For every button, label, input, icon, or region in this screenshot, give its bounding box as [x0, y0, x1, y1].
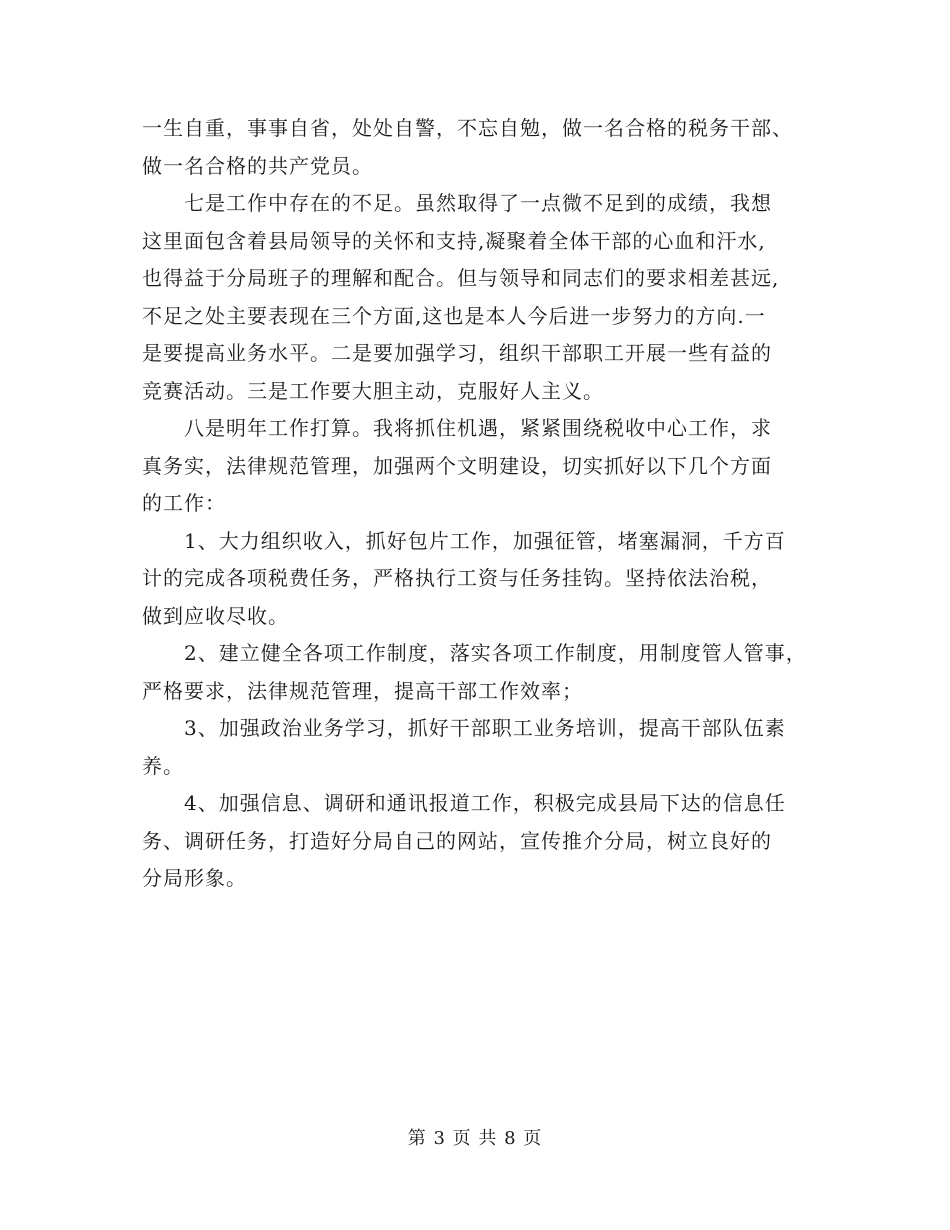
paragraph	[142, 785, 822, 898]
paragraph-line: 做一名合格的共产党员。	[142, 153, 373, 178]
paragraph-line: 做到应收尽收。	[142, 603, 289, 628]
paragraph-line: 竞赛活动。三是工作要大胆主动，克服好人主义。	[142, 378, 604, 403]
paragraph	[142, 523, 822, 636]
page-footer: 第 3 页 共 8 页	[407, 1128, 543, 1149]
paragraph-line: 务、调研任务，打造好分局自己的网站，宣传推介分局，树立良好的	[142, 828, 772, 853]
paragraph	[142, 710, 822, 785]
paragraph-line: 八是明年工作打算。我将抓住机遇，紧紧围绕税收中心工作，求	[184, 416, 772, 440]
paragraph-line: 3、加强政治业务学习，抓好干部职工业务培训，提高干部队伍素	[184, 716, 786, 740]
document-body	[142, 110, 822, 898]
paragraph-line: 2、建立健全各项工作制度，落实各项工作制度，用制度管人管事，	[184, 641, 807, 665]
paragraph-line: 是要提高业务水平。二是要加强学习，组织干部职工开展一些有益的	[142, 341, 772, 365]
paragraph-line: 的工作：	[142, 491, 226, 515]
paragraph-line: 严格要求，法律规范管理，提高干部工作效率；	[142, 678, 583, 703]
paragraph-line: 这里面包含着县局领导的关怀和支持,凝聚着全体干部的心血和汗水,	[142, 228, 766, 253]
paragraph-line: 一生自重，事事自省，处处自警，不忘自勉，做一名合格的税务干部、	[142, 116, 793, 140]
paragraph-line: 养。	[142, 753, 184, 778]
paragraph	[142, 635, 822, 710]
paragraph	[142, 410, 822, 523]
paragraph-line: 七是工作中存在的不足。虽然取得了一点微不足到的成绩，我想	[184, 191, 772, 215]
paragraph-line: 4、加强信息、调研和通讯报道工作，积极完成县局下达的信息任	[184, 791, 786, 815]
paragraph-line: 计的完成各项税费任务，严格执行工资与任务挂钩。坚持依法治税，	[142, 566, 772, 590]
paragraph-line: 真务实，法律规范管理，加强两个文明建设，切实抓好以下几个方面	[142, 453, 772, 478]
paragraph-line: 不足之处主要表现在三个方面,这也是本人今后进一步努力的方向.一	[142, 303, 766, 328]
paragraph-line: 也得益于分局班子的理解和配合。但与领导和同志们的要求相差甚远,	[142, 266, 780, 290]
paragraph	[142, 110, 822, 185]
paragraph	[142, 185, 822, 410]
paragraph-line: 1、大力组织收入，抓好包片工作，加强征管，堵塞漏洞，千方百	[184, 528, 786, 553]
paragraph-line: 分局形象。	[142, 866, 247, 890]
